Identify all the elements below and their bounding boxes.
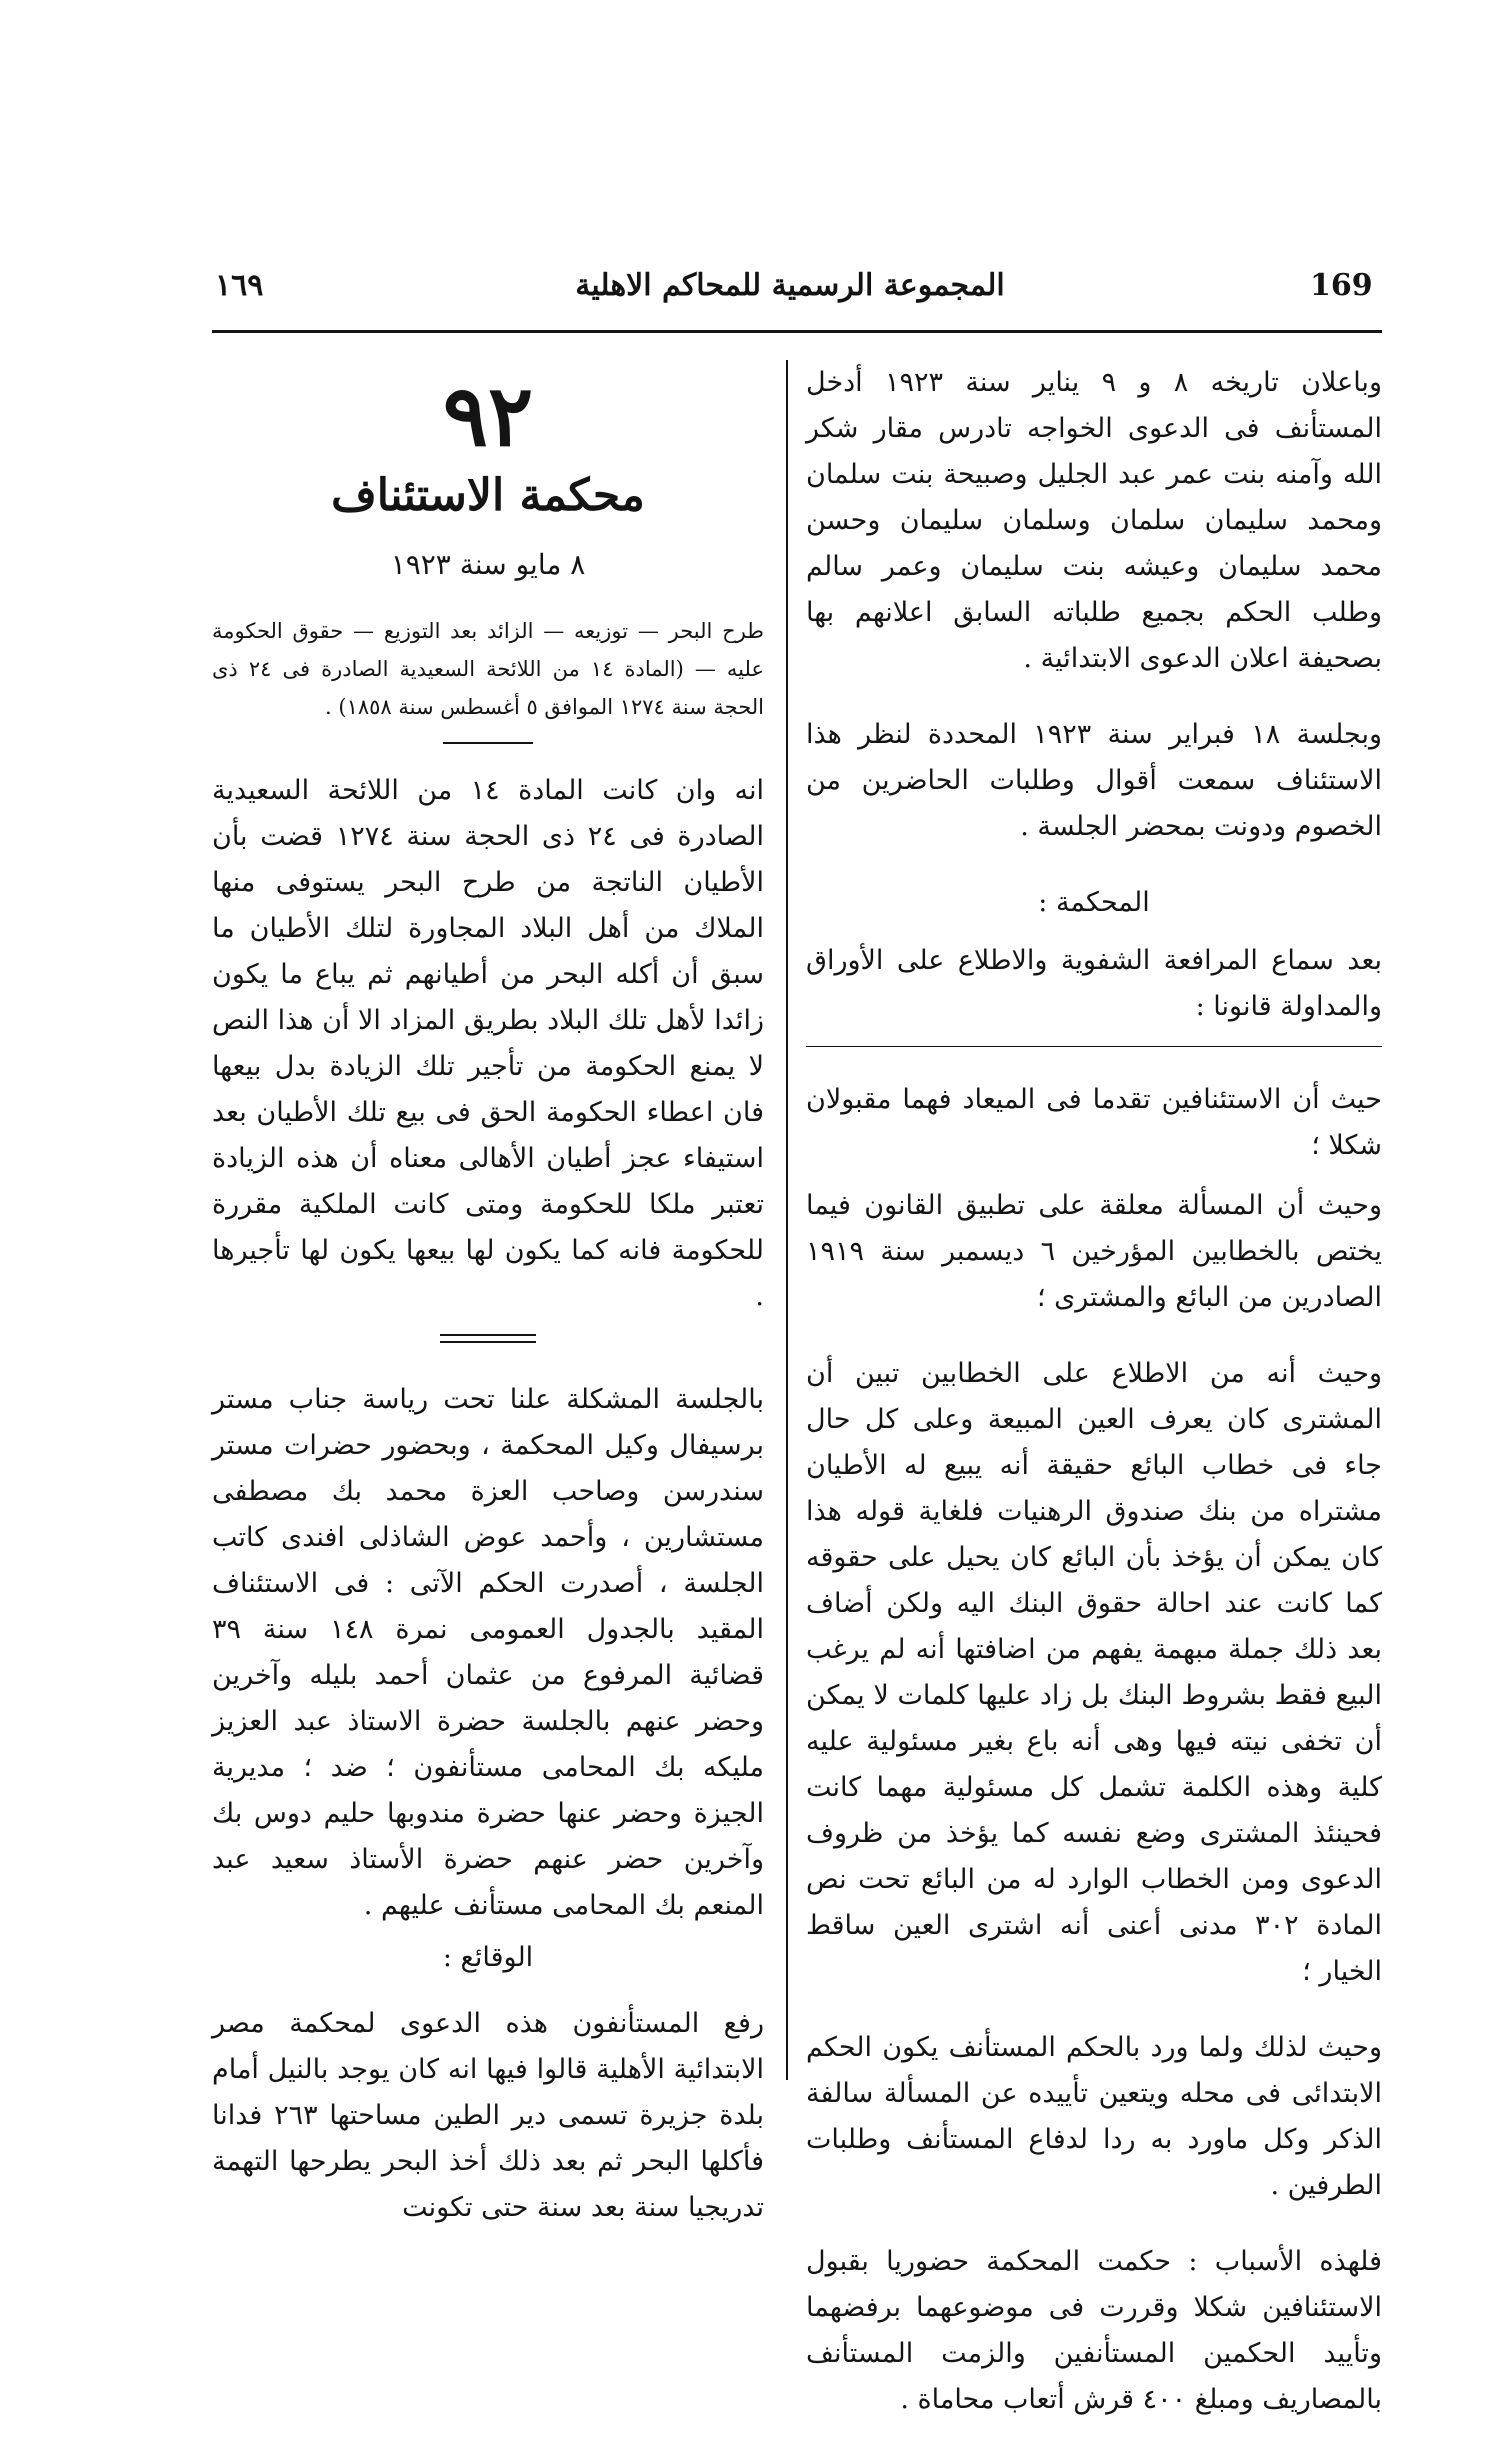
court-section-label: المحكمة : [1038, 887, 1150, 918]
page-number-latin: 169 [1310, 268, 1373, 303]
paragraph-hearing: وبجلسة ١٨ فبراير سنة ١٩٢٣ المحددة لنظر هذا الاستئناف سمعت أقوال وطلبات الحاضرين من الخصوم ودونت بمحضر الجلسة . [806, 719, 1382, 842]
paragraph-legal-question: وحيث أن المسألة معلقة على تطبيق القانون فيما يختص بالخطابين المؤرخين ٦ ديسمبر سنة ١٩١٩ الصادرين من البائع والمشترى ؛ [806, 1190, 1382, 1313]
paragraph-deliberation: بعد سماع المرافعة الشفوية والاطلاع على الأوراق والمداولة قانونا : [806, 945, 1382, 1022]
paragraph-ruling: فلهذه الأسباب : حكمت المحكمة حضوريا بقبول الاستئنافين شكلا وقررت فى موضوعهما برفضهما وتأييد الحكمين المستأنفين والزمت المستأنف بالمصاريف ومبلغ ٤٠٠ قرش أتعاب محاماة . [806, 2246, 1382, 2415]
right-column [806, 360, 1382, 2453]
running-header-title: المجموعة الرسمية للمحاكم الاهلية [575, 268, 1005, 303]
session-paragraph: بالجلسة المشكلة علنا تحت رياسة جناب مستر برسيفال وكيل المحكمة ، وبحضور حضرات مستر سندرسن وصاحب العزة محمد بك مصطفى مستشارين ، وأحمد عوض الشاذلى افندى كاتب الجلسة ، أصدرت الحكم الآتى : فى الاستئناف المقيد بالجدول العمومى نمرة ١٤٨ سنة ٣٩ قضائية المرفوع من عثمان أحمد بليله وآخرين وحضر عنهم بالجلسة حضرة الاستاذ عبد العزيز مليكه بك المحامى مستأنفون ؛ ضد ؛ مديرية الجيزة وحضر عنها حضرة مندوبها حليم دوس بك وآخرين حضر عنهم حضرة الأستاذ سعيد عبد المنعم بك المحامى مستأنف عليهم . [212, 1384, 764, 1921]
double-rule [440, 1334, 536, 1343]
paragraph-conclusion: وحيث لذلك ولما ورد بالحكم المستأنف يكون الحكم الابتدائى فى محله ويتعين تأييده عن المسألة سالفة الذكر وكل ماورد به ردا لدفاع المستأنف وطلبات الطرفين . [806, 2032, 1382, 2201]
page-number-arabic: ١٦٩ [215, 268, 264, 303]
short-rule [443, 742, 533, 744]
facts-section-label: الوقائع : [442, 1942, 534, 1973]
case-number: ٩٢ [442, 366, 534, 465]
divider-line [806, 1046, 1382, 1047]
paragraph-letters-analysis: وحيث أنه من الاطلاع على الخطابين تبين أن المشترى كان يعرف العين المبيعة وعلى كل حال جاء فى خطاب البائع حقيقة أنه يبيع له الأطيان مشتراه من بنك صندوق الرهنيات فلغاية قوله هذا كان يمكن أن يؤخذ بأن البائع كان يحيل على حقوقه كما كانت عند احالة حقوق البنك اليه ولكن أضاف بعد ذلك جملة مبهمة يفهم من اضافتها أنه لم يرغب البيع فقط بشروط البنك بل زاد عليها كلمات لا يمكن أن تخفى نيته فيها وهى أنه باع بغير مسئولية عليه كلية وهذه الكلمة تشمل كل مسئولية مهما كانت فحينئذ المشترى وضع نفسه كما يؤخذ من ظروف الدعوى ومن الخطاب الوارد له من البائع تحت نص المادة ٣٠٢ مدنى أعنى أنه اشترى العين ساقط الخيار ؛ [806, 1358, 1382, 1987]
paragraph-summons: وباعلان تاريخه ٨ و ٩ يناير سنة ١٩٢٣ أدخل المستأنف فى الدعوى الخواجه تادرس مقار شكر الله وآمنه بنت عمر عبد الجليل وصبيحة بنت سلمان ومحمد سليمان سلمان وسلمان سليمان وحسن محمد سليمان وعيشه بنت سليمان وعمر سالم وطلب الحكم بجميع طلباته السابق اعلانهم بها بصحيفة اعلان الدعوى الابتدائية . [806, 367, 1382, 674]
court-name-heading: محكمة الاستئناف [331, 470, 645, 521]
keywords-summary: طرح البحر — توزيعه — الزائد بعد التوزيع — حقوق الحكومة عليه — (المادة ١٤ من اللائحة السعيدية الصادرة فى ٢٤ ذى الحجة سنة ١٢٧٤ الموافق ٥ أغسطس سنة ١٨٥٨) . [212, 619, 764, 719]
column-divider [786, 360, 788, 2080]
judgment-date: ٨ مايو سنة ١٩٢٣ [390, 548, 586, 581]
left-column [212, 360, 764, 2261]
paragraph-admissibility: حيث أن الاستئنافين تقدما فى الميعاد فهما مقبولان شكلا ؛ [806, 1084, 1382, 1161]
header-rule [212, 330, 1382, 333]
legal-principle: انه وان كانت المادة ١٤ من اللائحة السعيدية الصادرة فى ٢٤ ذى الحجة سنة ١٢٧٤ قضت بأن الأطيان الناتجة من طرح البحر يستوفى منها الملاك من أهل البلاد المجاورة لتلك الأطيان ما سبق أن أكله البحر من أطيانهم ثم يباع ما يكون زائدا لأهل تلك البلاد بطريق المزاد الا أن هذا النص لا يمنع الحكومة من تأجير تلك الزيادة بدل بيعها فان اعطاء الحكومة الحق فى بيع تلك الأطيان بعد استيفاء عجز أطيان الأهالى معناه أن هذه الزيادة تعتبر ملكا للحكومة ومتى كانت الملكية مقررة للحكومة فانه كما يكون لها بيعها يكون لها تأجيرها . [212, 775, 765, 1312]
facts-paragraph: رفع المستأنفون هذه الدعوى لمحكمة مصر الابتدائية الأهلية قالوا فيها انه كان يوجد بالنيل أمام بلدة جزيرة تسمى دير الطين مساحتها ٢٦٣ فدانا فأكلها البحر ثم بعد ذلك أخذ البحر يطرحها التهمة تدريجيا سنة بعد سنة حتى تكونت [212, 2008, 764, 2223]
